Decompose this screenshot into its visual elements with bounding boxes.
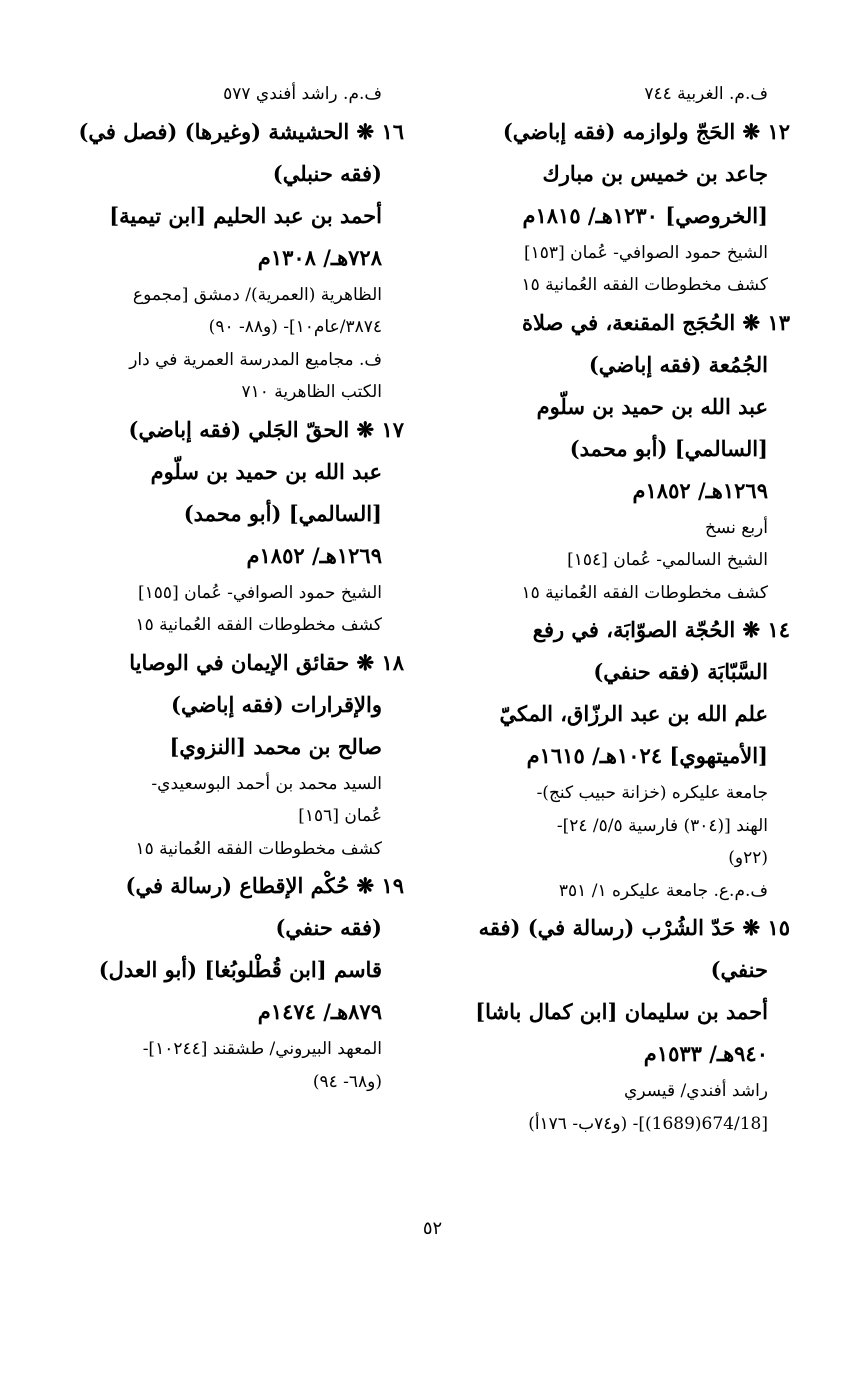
left-column-line: ١٧ ❋ الحقّ الجَلي (فقه إباضي)	[128, 416, 404, 442]
right-column-line: الهند [(٣٠٤) فارسية ٥/٥/ ٢٤]-	[556, 815, 768, 836]
right-column-line: ف.م. الغربية ٧٤٤	[644, 84, 768, 104]
left-column-line: الكتب الظاهرية ٧١٠	[241, 382, 382, 402]
right-column-line: ٩٤٠هـ/ ١٥٣٣م	[643, 1041, 768, 1066]
left-column-line: عُمان [١٥٦]	[298, 806, 382, 826]
right-column-line: جامعة عليكره (خزانة حبيب كنج)-	[536, 783, 768, 803]
right-column-line: [674/18(1689)]- (و٧٤ب- ١٧٦أ)	[528, 1113, 768, 1134]
left-column-line: ف.م. راشد أفندي ٥٧٧	[223, 84, 382, 104]
right-column-line: عبد الله بن حميد بن سلّوم	[536, 393, 768, 419]
left-column-line: (و٦٨- ٩٤)	[312, 1071, 382, 1092]
right-column	[430, 78, 790, 1140]
left-column	[44, 78, 404, 1098]
left-column-line: المعهد البيروني/ طشقند [١٠٢٤٤]-	[142, 1039, 382, 1059]
right-column-line: راشد أفندي/ قيسري	[624, 1081, 768, 1101]
left-column-line: (فقه حنبلي)	[272, 160, 382, 186]
left-column-line: والإقرارات (فقه إباضي)	[171, 691, 382, 717]
left-column-line: الشيخ حمود الصوافي- عُمان [١٥٥]	[138, 582, 382, 603]
right-column-line: أحمد بن سليمان [ابن كمال باشا]	[475, 999, 768, 1024]
left-column-line: عبد الله بن حميد بن سلّوم	[150, 458, 382, 484]
right-column-line: ١٥ ❋ حَدّ الشُرْب (رسالة في) (فقه	[478, 915, 790, 940]
right-column-line: السَّبّابَة (فقه حنفي)	[593, 659, 768, 684]
right-column-line: ١٢٦٩هـ/ ١٨٥٢م	[632, 477, 768, 503]
left-column-line: ١٩ ❋ حُكْم الإقطاع (رسالة في)	[125, 873, 404, 898]
left-column-line: ١٢٦٩هـ/ ١٨٥٢م	[246, 542, 382, 568]
left-column-line: ١٦ ❋ الحشيشة (وغيرها) (فصل في)	[78, 118, 404, 144]
right-column-line: الشيخ السالمي- عُمان [١٥٤]	[567, 550, 768, 570]
left-column-line: كشف مخطوطات الفقه العُمانية ١٥	[135, 615, 382, 635]
left-column-line: كشف مخطوطات الفقه العُمانية ١٥	[135, 838, 382, 859]
right-column-line: جاعد بن خميس بن مبارك	[542, 160, 768, 186]
left-column-line: السيد محمد بن أحمد البوسعيدي-	[151, 773, 382, 794]
page-number: ٥٢	[422, 1218, 443, 1239]
left-column-line: ٣٨٧٤/عام١٠]- (و٨٨- ٩٠)	[208, 317, 382, 337]
right-column-line: [السالمي] (أبو محمد)	[569, 435, 768, 461]
right-column-line: كشف مخطوطات الفقه العُمانية ١٥	[521, 582, 768, 603]
left-column-line: أحمد بن عبد الحليم [ابن تيمية]	[109, 202, 382, 228]
right-column-line: ف.م.ع. جامعة عليكره ١/ ٣٥١	[558, 880, 768, 901]
right-column-line: علم الله بن عبد الرزّاق، المكيّ	[499, 701, 768, 726]
left-column-line: قاسم [ابن قُطْلوبُغا] (أبو العدل)	[98, 957, 382, 982]
left-column-line: (فقه حنفي)	[275, 915, 382, 940]
right-column-line: حنفي)	[710, 957, 768, 982]
right-column-line: ١٤ ❋ الحُجّة الصوّابَة، في رفع	[532, 617, 790, 642]
left-column-line: صالح بن محمد [النزوي]	[169, 733, 382, 759]
right-column-line: [الخروصي] ١٢٣٠هـ/ ١٨١٥م	[522, 202, 768, 228]
right-column-line: ١٣ ❋ الحُجَج المقنعة، في صلاة	[521, 309, 790, 335]
right-column-line: [الأميتهوي] ١٠٢٤هـ/ ١٦١٥م	[526, 743, 768, 768]
left-column-line: ٧٢٨هـ/ ١٣٠٨م	[257, 244, 382, 270]
right-column-line: ١٢ ❋ الحَجّ ولوازمه (فقه إباضي)	[502, 118, 790, 144]
left-column-line: ف. مجاميع المدرسة العمرية في دار	[129, 349, 382, 370]
right-column-line: الجُمُعة (فقه إباضي)	[588, 351, 768, 377]
right-column-line: كشف مخطوطات الفقه العُمانية ١٥	[521, 275, 768, 295]
right-column-line: (٢٢و)	[728, 848, 768, 868]
left-column-line: [السالمي] (أبو محمد)	[183, 500, 382, 526]
right-column-line: أربع نسخ	[705, 517, 768, 538]
right-column-line: الشيخ حمود الصوافي- عُمان [١٥٣]	[524, 242, 768, 263]
left-column-line: ٨٧٩هـ/ ١٤٧٤م	[257, 999, 382, 1024]
left-column-line: ١٨ ❋ حقائق الإيمان في الوصايا	[129, 649, 404, 675]
left-column-line: الظاهرية (العمرية)/ دمشق [مجموع	[132, 284, 382, 305]
